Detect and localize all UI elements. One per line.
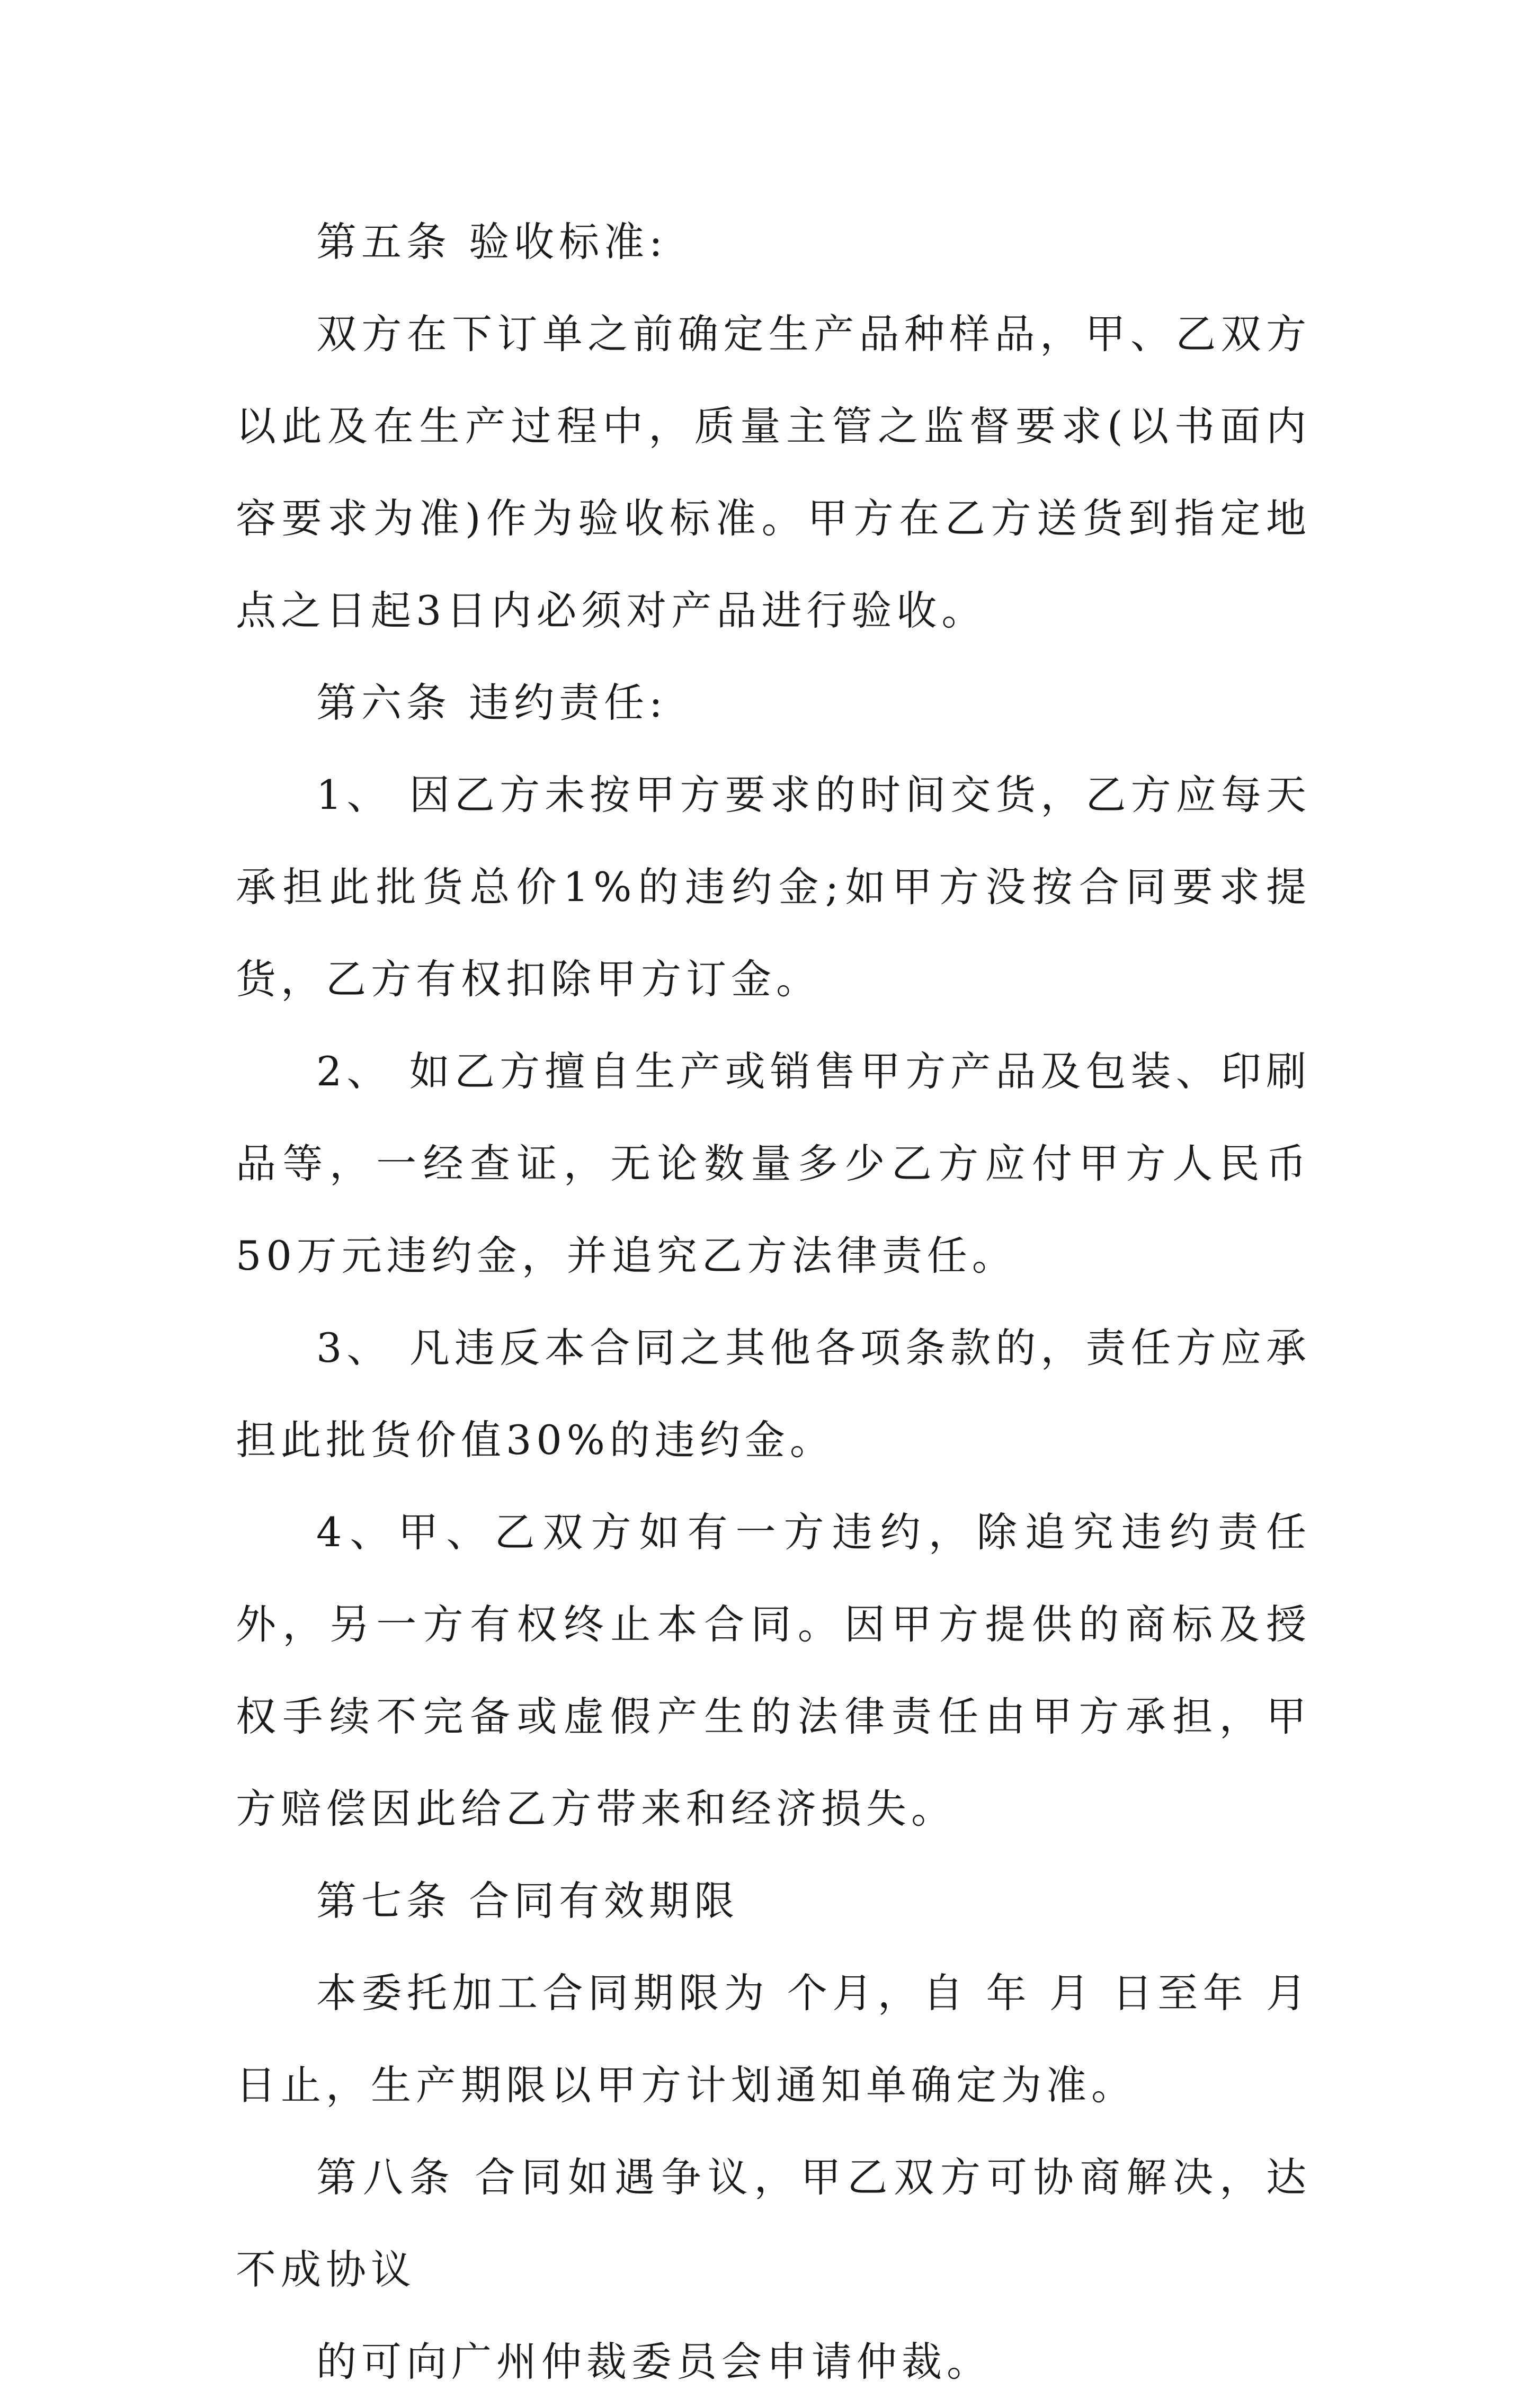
- article-6-clause-4: 4、甲、乙双方如有一方违约，除追究违约责任外，另一方有权终止本合同。因甲方提供的商标及授权手续不完备或虚假产生的法律责任由甲方承担，甲方赔偿因此给乙方带来和经济损失。: [236, 1509, 1311, 1832]
- article-5-heading: 第五条 验收标准:: [316, 218, 667, 265]
- article-8-continuation: 的可向广州仲裁委员会申请仲裁。: [316, 2338, 992, 2385]
- article-7-text: 本委托加工合同期限为 个月，自 年 月 日至年 月 日止，生产期限以甲方计划通知单确定为准。: [236, 1969, 1311, 2109]
- article-8-text: 第八条 合同如遇争议，甲乙双方可协商解决，达不成协议: [236, 2154, 1311, 2293]
- article-5-text: 双方在下订单之前确定生产品种样品，甲、乙双方以此及在生产过程中，质量主管之监督要求(以书面内容要求为准)作为验收标准。甲方在乙方送货到指定地点之日起3日内必须对产品进行验收。: [236, 310, 1311, 634]
- article-7-heading: 第七条 合同有效期限: [316, 1877, 739, 1924]
- article-6-clause-3: 3、 凡违反本合同之其他各项条款的，责任方应承担此批货价值30%的违约金。: [236, 1324, 1311, 1464]
- article-6-clause-1: 1、 因乙方未按甲方要求的时间交货，乙方应每天承担此批货总价1%的违约金;如甲方没按合同要求提货，乙方有权扣除甲方订金。: [236, 771, 1311, 1003]
- article-6-clause-2: 2、 如乙方擅自生产或销售甲方产品及包装、印刷品等，一经查证，无论数量多少乙方应付甲方人民币50万元违约金，并追究乙方法律责任。: [236, 1048, 1311, 1279]
- article-6-heading: 第六条 违约责任:: [316, 679, 667, 726]
- document-body: [236, 196, 1311, 2408]
